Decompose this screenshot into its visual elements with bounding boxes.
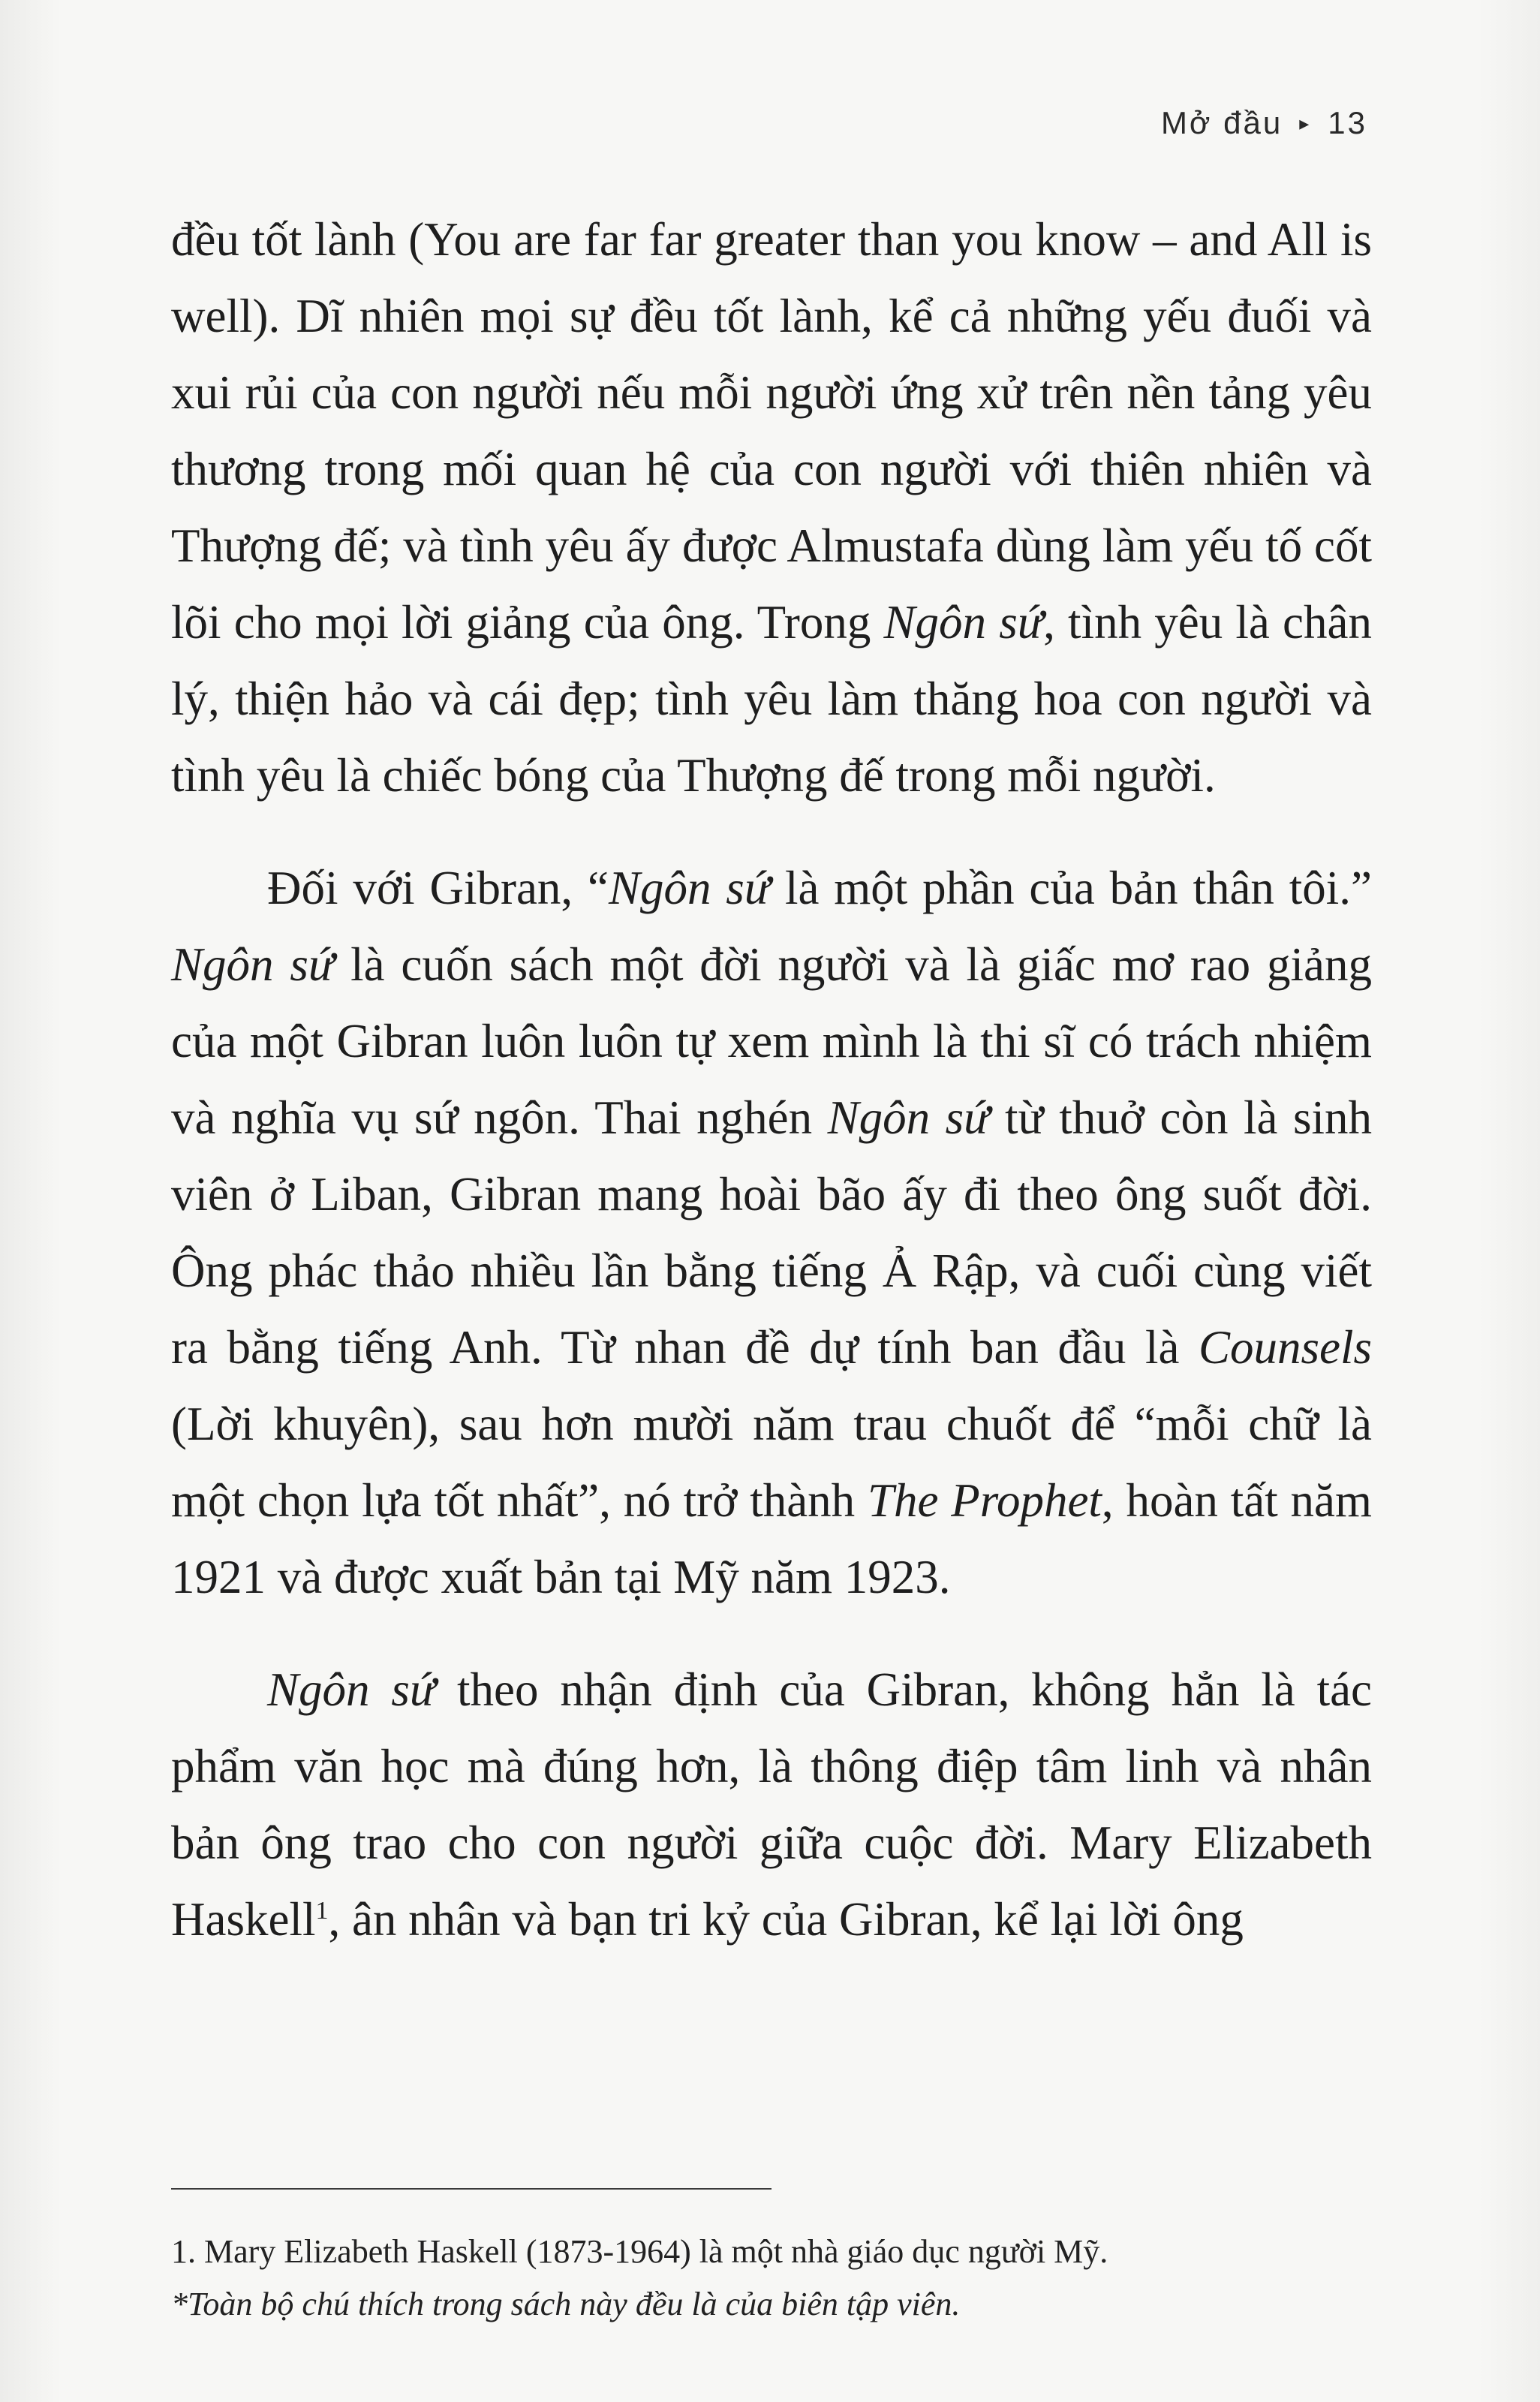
paragraph-1: đều tốt lành (You are far far greater than you know – and All is well). Dĩ nhiên mọi sự đều tốt lành, kể cả những yếu đuối và xui rủi của con người nếu mỗi người ứng xử trên nền tảng yêu thương trong mối quan hệ của con người với thiên nhiên và Thượng đế; và tình yêu ấy được Almustafa dùng làm yếu tố cốt lõi cho mọi lời giảng của ông. Trong Ngôn sứ, tình yêu là chân lý, thiện hảo và cái đẹp; tình yêu làm thăng hoa con người và tình yêu là chiếc bóng của Thượng đế trong mỗi người. <box>171 213 1372 802</box>
body-text <box>171 201 1372 1958</box>
footnotes <box>171 2226 1372 2331</box>
footnote-divider <box>171 2188 772 2190</box>
editor-note: *Toàn bộ chú thích trong sách này đều là của biên tập viên. <box>171 2286 961 2322</box>
page-number: 13 <box>1328 105 1367 140</box>
chapter-title: Mở đầu <box>1160 105 1283 140</box>
paragraph-3: Ngôn sứ theo nhận định của Gibran, không hẳn là tác phẩm văn học mà đúng hơn, là thông điệp tâm linh và nhân bản ông trao cho con người giữa cuộc đời. Mary Elizabeth Haskell$^1$, ân nhân và bạn tri kỷ của Gibran, kể lại lời ông <box>171 1663 1372 1946</box>
running-head <box>1161 105 1367 141</box>
arrow-right-icon: ▸ <box>1299 111 1312 134</box>
footnote-marker: 1 <box>315 1897 329 1925</box>
paragraph-2: Đối với Gibran, “Ngôn sứ là một phần của bản thân tôi.” Ngôn sứ là cuốn sách một đời người và là giấc mơ rao giảng của một Gibran luôn luôn tự xem mình là thi sĩ có trách nhiệm và nghĩa vụ sứ ngôn. Thai nghén Ngôn sứ từ thuở còn là sinh viên ở Liban, Gibran mang hoài bão ấy đi theo ông suốt đời. Ông phác thảo nhiều lần bằng tiếng Ả Rập, và cuối cùng viết ra bằng tiếng Anh. Từ nhan đề dự tính ban đầu là Counsels (Lời khuyên), sau hơn mười năm trau chuốt để “mỗi chữ là một chọn lựa tốt nhất”, nó trở thành The Prophet, hoàn tất năm 1921 và được xuất bản tại Mỹ năm 1923. <box>171 862 1372 1603</box>
footnote-1: 1. Mary Elizabeth Haskell (1873-1964) là một nhà giáo dục người Mỹ. <box>171 2233 1108 2270</box>
